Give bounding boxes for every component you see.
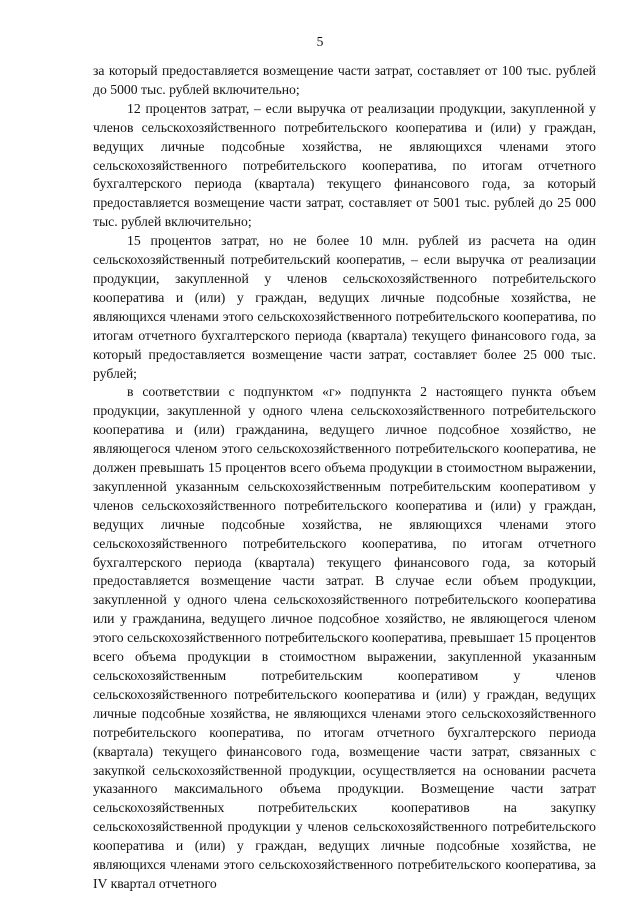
page-number: 5 [316,34,324,49]
paragraph-purchase-limit: в соответствии с подпунктом «г» подпункта 2 настоящего пункта объем продукции, закупленной у одного члена сельскохозяйственного потребительского кооператива и (или) гражданина, ведущего личное подсобное хозяйство, не являющегося членом этого сельскохозяйственного потребительского кооператива, не должен превышать 15 процентов всего объема продукции в стоимостном выражении, закупленной указанным сельскохозяйственным потребительским кооперативом у членов сельскохозяйственного потребительского кооператива и (или) у граждан, ведущих личные подсобные хозяйства, не являющихся членами этого сельскохозяйственного потребительского кооператива, по итогам отчетного бухгалтерского периода (квартала) текущего финансового года, за который предоставляется возмещение части затрат. В случае если объем продукции, закупленной у одного члена сельскохозяйственного потребительского кооператива или у гражданина, ведущего личное подсобное хозяйство, не являющегося членом этого сельскохозяйственного потребительского кооператива, превышает 15 процентов всего объема продукции в стоимостном выражении, закупленной указанным сельскохозяйственным потребительским кооперативом у членов сельскохозяйственного потребительского кооператива и (или) у граждан, ведущих личные подсобные хозяйства, не являющихся членами этого сельскохозяйственного потребительского кооператива, по итогам отчетного бухгалтерского периода (квартала) текущего финансового года, возмещение части затрат, связанных с закупкой сельскохозяйственной продукции, осуществляется на основании расчета указанного максимального объема продукции. Возмещение части затрат сельскохозяйственных потребительских кооперативов на закупку сельскохозяйственной продукции у членов сельскохозяйственного потребительского кооператива и (или) у граждан, ведущих личные подсобные хозяйства, не являющихся членами этого сельскохозяйственного потребительского кооператива, за IV квартал отчетного [93,384,596,891]
paragraph-continuation: за который предоставляется возмещение части затрат, составляет от 100 тыс. рублей до 5000 тыс. рублей включительно; [93,63,596,97]
document-body [93,62,596,894]
paragraph-12-percent: 12 процентов затрат, – если выручка от реализации продукции, закупленной у членов сельскохозяйственного потребительского кооператива и (или) у граждан, ведущих личные подсобные хозяйства, не являющихся членами этого сельскохозяйственного потребительского кооператива, по итогам отчетного бухгалтерского периода (квартала) текущего финансового года, за который предоставляется возмещение части затрат, составляет от 5001 тыс. рублей до 25 000 тыс. рублей включительно; [93,100,596,230]
paragraph-15-percent: 15 процентов затрат, но не более 10 млн. рублей из расчета на один сельскохозяйственный потребительский кооператив, – если выручка от реализации продукции, закупленной у членов сельскохозяйственного потребительского кооператива и (или) у граждан, ведущих личные подсобные хозяйства, не являющихся членами этого сельскохозяйственного потребительского кооператива, по итогам отчетного бухгалтерского периода (квартала) текущего финансового года, за который предоставляется возмещение части затрат, составляет более 25 000 тыс. рублей; [93,233,596,381]
